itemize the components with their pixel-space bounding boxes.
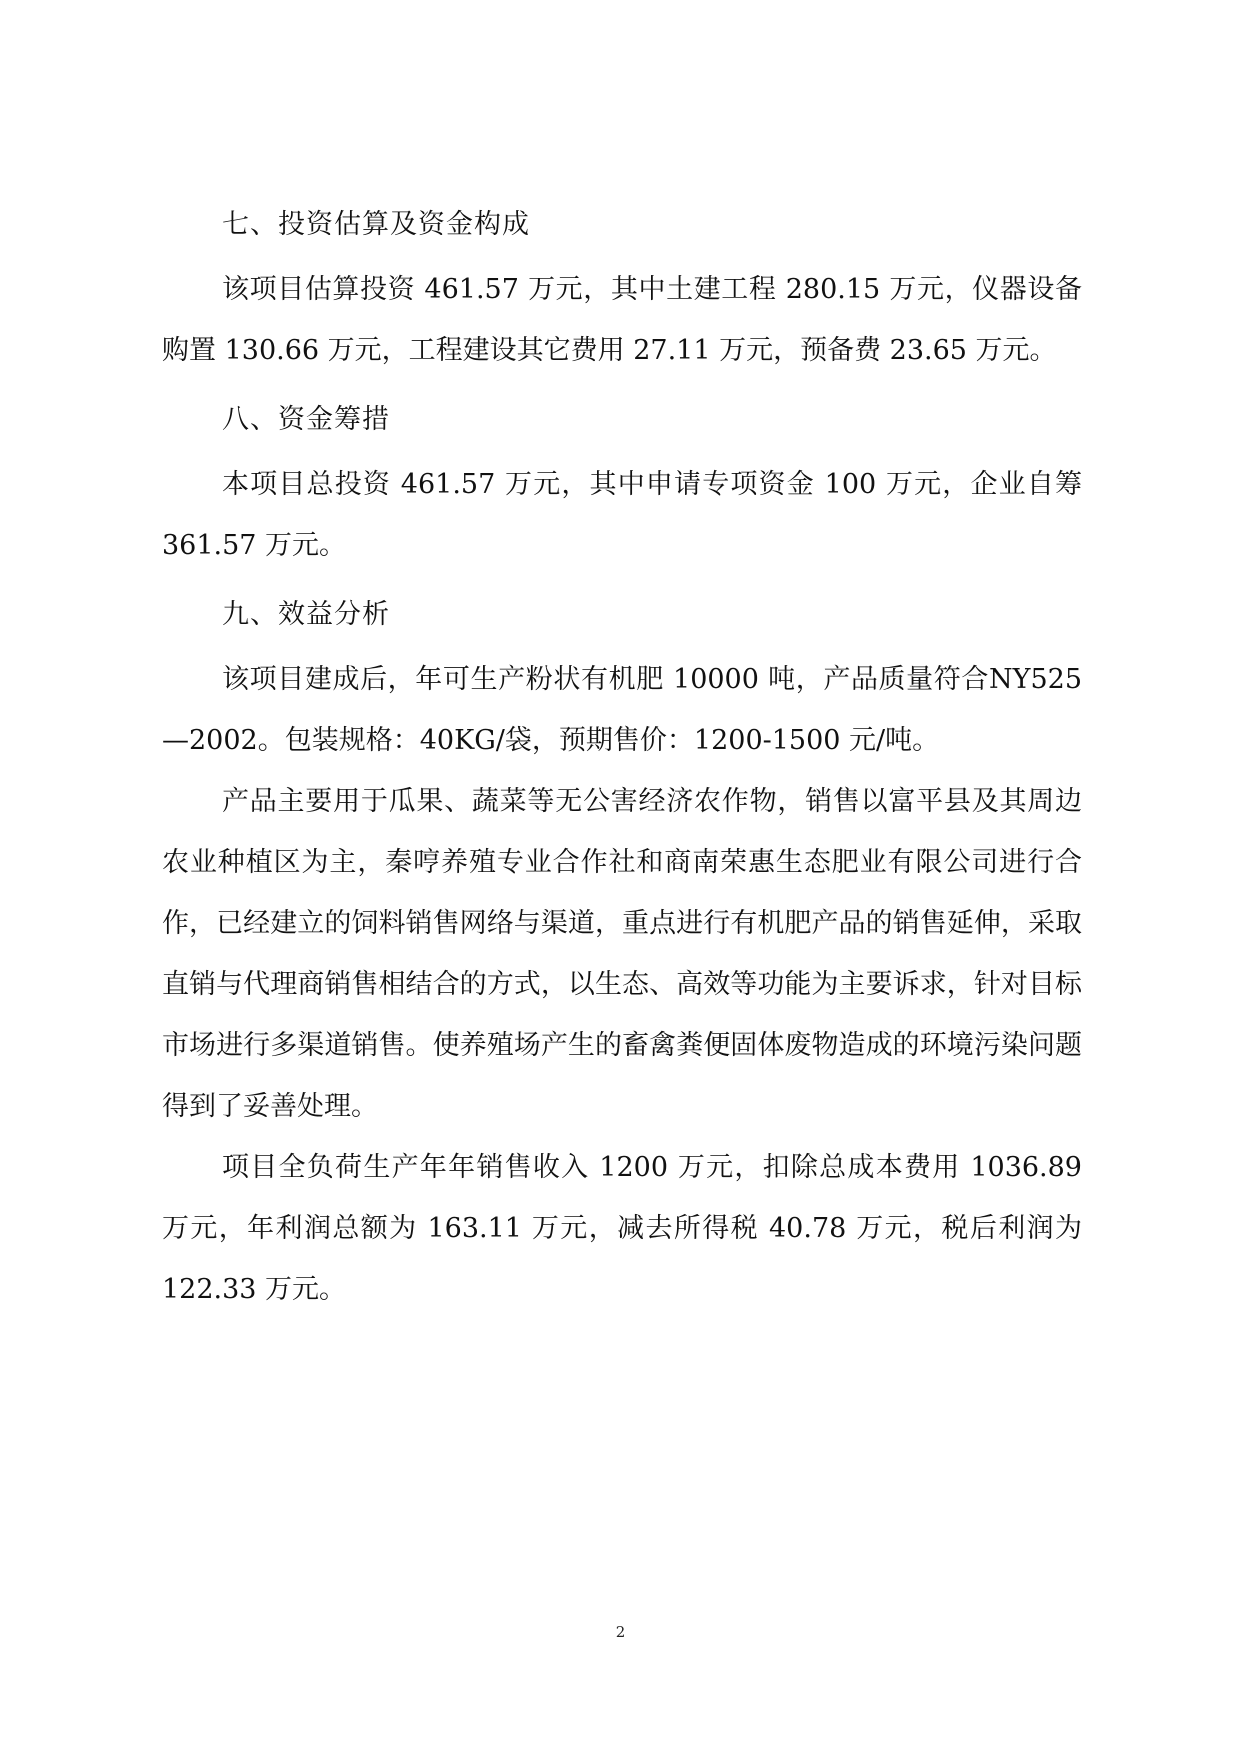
- benefit-paragraph-sales: 产品主要用于瓜果、蔬菜等无公害经济农作物，销售以富平县及其周边农业种植区为主，秦哼养殖专业合作社和商南荣惠生态肥业有限公司进行合作，已经建立的饲料销售网络与渠道，重点进行有机肥产品的销售延伸，采取直销与代理商销售相结合的方式，以生态、高效等功能为主要诉求，针对目标市场进行多渠道销售。使养殖场产生的畜禽粪便固体废物造成的环境污染问题得到了妥善处理。: [162, 786, 1082, 1122]
- section-heading-investment: 七、投资估算及资金构成: [222, 209, 530, 240]
- section-heading-benefit: 九、效益分析: [222, 599, 390, 630]
- investment-paragraph: 该项目估算投资 461.57 万元，其中土建工程 280.15 万元，仪器设备购置 130.66 万元，工程建设其它费用 27.11 万元，预备费 23.65 万元。: [162, 274, 1082, 366]
- funding-paragraph: 本项目总投资 461.57 万元，其中申请专项资金 100 万元，企业自筹 361.57 万元。: [162, 469, 1082, 561]
- benefit-paragraph-profit: 项目全负荷生产年年销售收入 1200 万元，扣除总成本费用 1036.89 万元，年利润总额为 163.11 万元，减去所得税 40.78 万元，税后利润为 122.33 万元。: [162, 1152, 1082, 1305]
- document-body: [162, 190, 1082, 1320]
- benefit-paragraph-output: 该项目建成后，年可生产粉状有机肥 10000 吨，产品质量符合NY525—2002。包装规格：40KG/袋，预期售价：1200-1500 元/吨。: [162, 664, 1082, 756]
- page-number: 2: [615, 1623, 626, 1641]
- section-heading-funding: 八、资金筹措: [222, 404, 390, 435]
